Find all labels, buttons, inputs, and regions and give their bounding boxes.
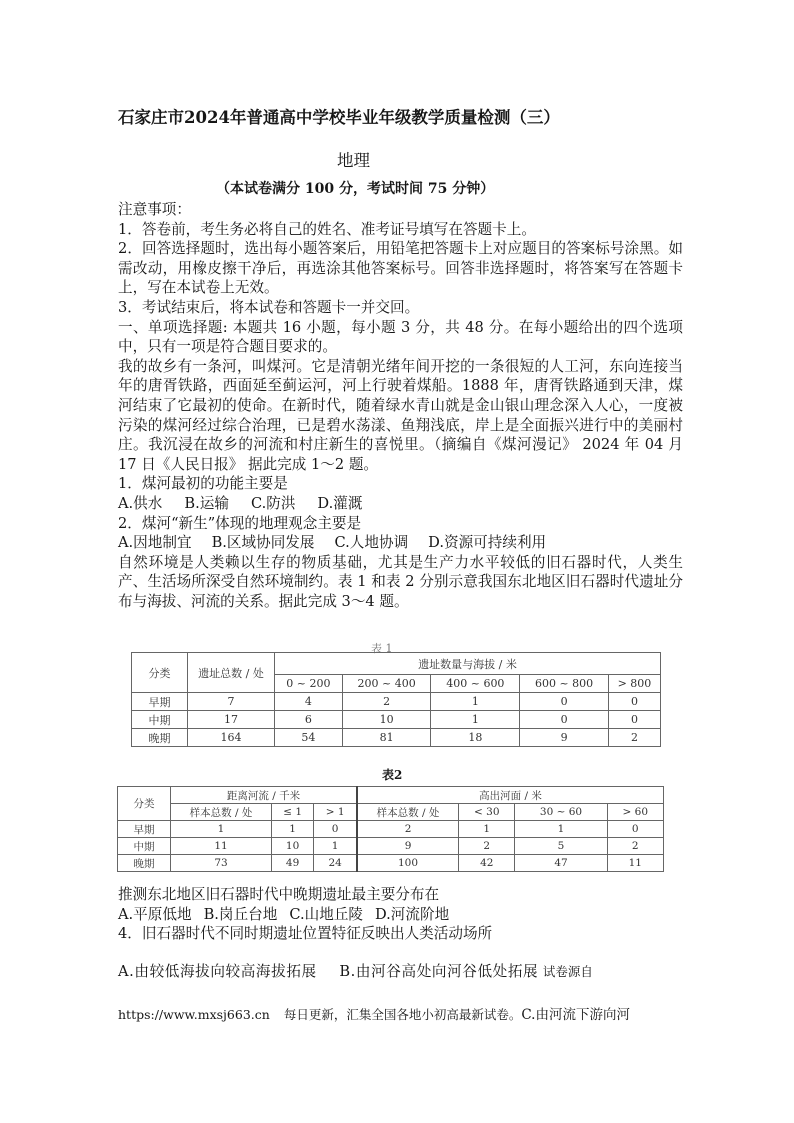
table-cell: 晚期 — [132, 729, 188, 747]
question-3-stem: 推测东北地区旧石器时代中晚期遗址最主要分布在 — [118, 886, 440, 903]
table-cell: 2 — [608, 729, 660, 747]
table-cell: 17 — [188, 711, 275, 729]
table-group-header: 高出河面 / 米 — [357, 787, 663, 804]
table-header: > 800 — [608, 675, 660, 693]
footer-link[interactable]: https://www.mxsj663.cn — [118, 1007, 270, 1022]
table-cell: 10 — [272, 838, 314, 855]
footer-slogan: 每日更新，汇集全国各地小初高最新试卷。 — [283, 1007, 522, 1022]
exam-info: （本试卷满分 100 分，考试时间 75 分钟） — [216, 181, 495, 197]
table-header: 30 ~ 60 — [515, 804, 607, 821]
table-cell: 2 — [459, 838, 515, 855]
option-d: D.灌溉 — [317, 494, 363, 512]
table-header: 400 ~ 600 — [431, 675, 520, 693]
table-header: < 30 — [459, 804, 515, 821]
table-cell: 81 — [342, 729, 431, 747]
table-cell: 中期 — [118, 838, 171, 855]
table-cell: 2 — [607, 838, 663, 855]
note-item: 2．回答选择题时，选出每小题答案后，用铅笔把答题卡上对应题目的答案标号涂黑。如需改动，用橡皮擦干净后，再选涂其他答案标号。回答非选择题时，将答案写在答题卡上，写在本试卷上无效。 — [118, 240, 683, 297]
option-a: A.平原低地 — [118, 905, 192, 923]
table-row — [118, 855, 664, 872]
note-item: 3．考试结束后，将本试卷和答题卡一并交回。 — [118, 298, 420, 316]
table-cell: 0 — [608, 693, 660, 711]
question-1-options — [118, 494, 683, 514]
table-cell: 0 — [608, 711, 660, 729]
table-cell: 0 — [607, 821, 663, 838]
question-1-stem: 1．煤河最初的功能主要是 — [118, 475, 288, 493]
option-b: B.岗丘台地 — [203, 905, 278, 923]
table-header: 遗址总数 / 处 — [188, 653, 275, 693]
table-header: > 1 — [314, 804, 357, 821]
passage-2: 自然环境是人类赖以生存的物质基础，尤其是生产力水平较低的旧石器时代，人类生产、生活场所深受自然环境制约。表 1 和表 2 分别示意我国东北地区旧石器时代遗址分布与海拔、河流的关系。据此完成 3～4 题。 — [118, 553, 683, 610]
option-c-continued: C.由河流下游向河 — [521, 1007, 630, 1023]
option-a: A.供水 — [118, 494, 163, 512]
table-1 — [131, 652, 661, 747]
option-b: B.运输 — [184, 494, 229, 512]
table-header: 样本总数 / 处 — [171, 804, 272, 821]
table-cell: 中期 — [132, 711, 188, 729]
table-cell: 晚期 — [118, 855, 171, 872]
table-cell: 1 — [272, 821, 314, 838]
table-header: 200 ~ 400 — [342, 675, 431, 693]
table-cell: 6 — [275, 711, 343, 729]
questions-3-4 — [118, 885, 683, 944]
option-d: D.河流阶地 — [374, 905, 450, 923]
table-cell: 42 — [459, 855, 515, 872]
table-row — [132, 711, 661, 729]
table-cell: 1 — [314, 838, 357, 855]
question-2-stem: 2．煤河“新生”体现的地理观念主要是 — [118, 514, 362, 532]
table-cell: 1 — [431, 693, 520, 711]
table-cell: 47 — [515, 855, 607, 872]
table-cell: 100 — [357, 855, 459, 872]
table-cell: 0 — [520, 693, 609, 711]
table-cell: 9 — [357, 838, 459, 855]
question-3-options — [118, 905, 683, 925]
table-cell: 早期 — [118, 821, 171, 838]
table-header: > 60 — [607, 804, 663, 821]
footer — [118, 1003, 630, 1023]
table-cell: 1 — [431, 711, 520, 729]
table-row — [118, 821, 664, 838]
note-item: 1．答卷前，考生务必将自己的姓名、准考证号填写在答题卡上。 — [118, 220, 536, 238]
table-header: 分类 — [118, 787, 171, 821]
table-cell: 11 — [607, 855, 663, 872]
table-row — [132, 693, 661, 711]
table-cell: 11 — [171, 838, 272, 855]
table-row — [132, 729, 661, 747]
table-cell: 49 — [272, 855, 314, 872]
table-group-header: 距离河流 / 千米 — [171, 787, 358, 804]
table-cell: 164 — [188, 729, 275, 747]
option-b: B.区域协同发展 — [211, 534, 315, 552]
table-cell: 1 — [171, 821, 272, 838]
table-header: 分类 — [132, 653, 188, 693]
notes-heading: 注意事项： — [118, 201, 191, 218]
table-cell: 54 — [275, 729, 343, 747]
table-row — [118, 838, 664, 855]
table-cell: 9 — [520, 729, 609, 747]
table-header: 0 ~ 200 — [275, 675, 343, 693]
table-cell: 2 — [342, 693, 431, 711]
option-c: C.人地协调 — [334, 534, 409, 552]
table-cell: 73 — [171, 855, 272, 872]
option-b: B.由河谷高处向河谷低处拓展 — [339, 963, 539, 980]
table-cell: 1 — [515, 821, 607, 838]
table-cell: 2 — [357, 821, 459, 838]
watermark-text: 试卷源自 — [542, 964, 593, 979]
exam-body — [118, 200, 683, 611]
option-a: A.由较低海拔向较高海拔拓展 — [118, 963, 317, 980]
table-header: 600 ~ 800 — [520, 675, 609, 693]
option-d: D.资源可持续利用 — [428, 534, 547, 552]
table-cell: 0 — [314, 821, 357, 838]
exam-title: 石家庄市2024年普通高中学校毕业年级教学质量检测（三） — [118, 108, 560, 127]
question-2-options — [118, 533, 683, 553]
option-a: A.因地制宜 — [118, 534, 192, 552]
table-header: ≤ 1 — [272, 804, 314, 821]
table-cell: 10 — [342, 711, 431, 729]
table-cell: 1 — [459, 821, 515, 838]
option-c: C.防洪 — [250, 494, 296, 512]
question-4-options — [118, 960, 593, 981]
table-2 — [117, 786, 664, 872]
table-cell: 早期 — [132, 693, 188, 711]
subject-heading: 地理 — [337, 151, 370, 170]
table-header: 样本总数 / 处 — [357, 804, 459, 821]
table-cell: 7 — [188, 693, 275, 711]
option-c: C.山地丘陵 — [289, 905, 363, 923]
table-cell: 0 — [520, 711, 609, 729]
table-group-header: 遗址数量与海拔 / 米 — [275, 653, 661, 675]
table-2-label: 表2 — [382, 768, 403, 782]
section-intro: 一、单项选择题: 本题共 16 小题，每小题 3 分，共 48 分。在每小题给出的四个选项中，只有一项是符合题目要求的。 — [118, 318, 683, 356]
passage-1: 我的故乡有一条河，叫煤河。它是清朝光绪年间开挖的一条很短的人工河，东向连接当年的唐胥铁路，西面延至蓟运河，河上行驶着煤船。1888 年，唐胥铁路通到天津，煤河结束了它最初的使命。在新时代，随着绿水青山就是金山银山理念深入人心，一度被污染的煤河经过综合治理，已是碧水荡漾、鱼翔浅底，岸上是全面振兴进行中的美丽村庄。我沉浸在故乡的河流和村庄新生的喜悦里。（摘编自《煤河漫记》 2024 年 04 月 17 日《人民日报》 据此完成 1～2 题。 — [118, 357, 683, 473]
table-1-label: 表 1 — [371, 642, 393, 655]
table-cell: 4 — [275, 693, 343, 711]
table-cell: 24 — [314, 855, 357, 872]
table-cell: 18 — [431, 729, 520, 747]
table-cell: 5 — [515, 838, 607, 855]
question-4-stem: 4．旧石器时代不同时期遗址位置特征反映出人类活动场所 — [118, 925, 493, 943]
